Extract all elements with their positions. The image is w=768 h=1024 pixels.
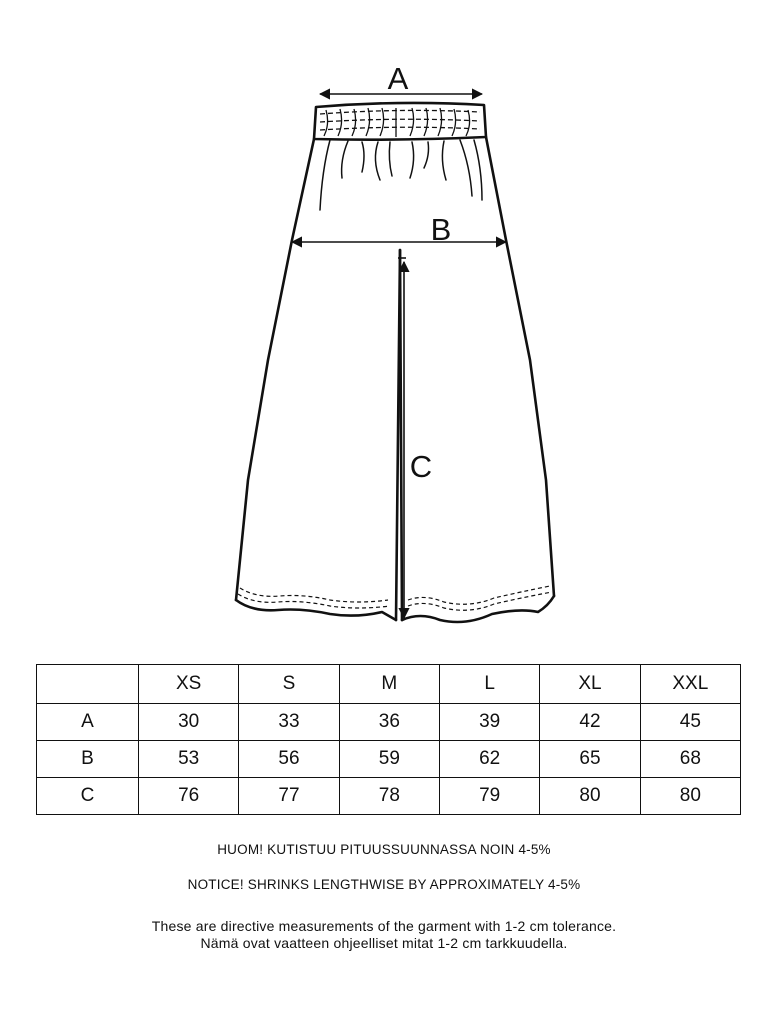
shrink-notice-finnish: HUOM! KUTISTUU PITUUSSUUNNASSA NOIN 4-5% (217, 842, 551, 857)
size-chart-table (36, 664, 741, 815)
dimension-c-label: C (409, 449, 433, 484)
size-header-xxl: XXL (640, 665, 740, 704)
dimension-a (320, 61, 482, 96)
table-cell: 33 (239, 704, 339, 741)
table-row (37, 741, 741, 778)
table-row (37, 704, 741, 741)
table-cell: 78 (339, 778, 439, 815)
table-header-row (37, 665, 741, 704)
dimension-c (398, 258, 432, 618)
measurement-disclaimer (0, 918, 768, 952)
size-header-s: S (239, 665, 339, 704)
size-header-xl: XL (540, 665, 640, 704)
table-cell: 36 (339, 704, 439, 741)
table-cell: 76 (139, 778, 239, 815)
row-label: B (37, 741, 139, 778)
table-cell: 80 (640, 778, 740, 815)
shrink-notice-english: NOTICE! SHRINKS LENGTHWISE BY APPROXIMATELY 4-5% (187, 877, 581, 892)
table-cell: 80 (540, 778, 640, 815)
dimension-b (292, 212, 506, 247)
table-cell: 53 (139, 741, 239, 778)
row-label: A (37, 704, 139, 741)
dimension-b-label: B (430, 212, 452, 247)
table-cell: 77 (239, 778, 339, 815)
disclaimer-english: These are directive measurements of the garment with 1-2 cm tolerance. (151, 918, 617, 934)
table-cell: 59 (339, 741, 439, 778)
table-cell: 56 (239, 741, 339, 778)
front-folds (320, 140, 482, 210)
table-corner-cell (37, 665, 139, 704)
table-cell: 79 (439, 778, 539, 815)
table-cell: 68 (640, 741, 740, 778)
table-cell: 42 (540, 704, 640, 741)
table-row (37, 778, 741, 815)
dimension-a-label: A (387, 61, 409, 96)
disclaimer-finnish: Nämä ovat vaatteen ohjeelliset mitat 1-2 cm tarkkuudella. (200, 935, 568, 951)
size-header-m: M (339, 665, 439, 704)
trousers-outline (236, 103, 554, 622)
table-cell: 45 (640, 704, 740, 741)
table-cell: 39 (439, 704, 539, 741)
table-cell: 30 (139, 704, 239, 741)
table-cell: 62 (439, 741, 539, 778)
waistband-gathers (320, 108, 480, 137)
table-cell: 65 (540, 741, 640, 778)
row-label: C (37, 778, 139, 815)
size-header-xs: XS (139, 665, 239, 704)
size-header-l: L (439, 665, 539, 704)
